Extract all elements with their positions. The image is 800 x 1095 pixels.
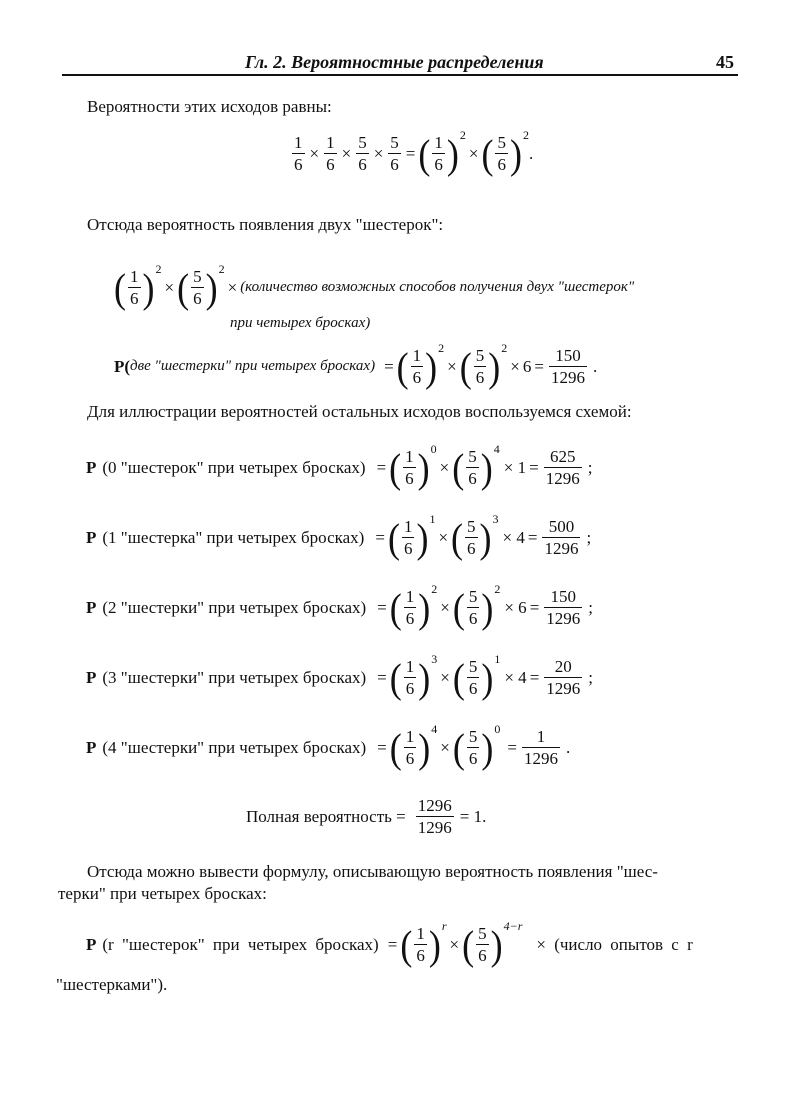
outcome-row: P (0 "шестерок" при четырех бросках) = ( $\frac{1}{6}$ ) 0 × ( $\frac{5}{6}$ ) 4 × 1 = $\frac{625}{1296}$ ; xyxy=(86,442,593,491)
fraction: $\frac{5}{6}$ xyxy=(358,133,367,174)
total-probability: Полная вероятность = $\frac{1296}{1296}$ = 1. xyxy=(246,796,487,837)
formula-intro-line2: терки" при четырех бросках: xyxy=(58,884,267,903)
illustration-intro: Для иллюстрации вероятностей остальных исходов воспользуемся схемой: xyxy=(87,402,632,421)
outcome-row: P (4 "шестерки" при четырех бросках) = ( $\frac{1}{6}$ ) 4 × ( $\frac{5}{6}$ ) 0 = $\frac{1}{1296}$ . xyxy=(86,722,571,771)
powered-fraction: ( $\frac{5}{6}$ ) 2 xyxy=(481,128,529,177)
outcome-row: P (3 "шестерки" при четырех бросках) = ( $\frac{1}{6}$ ) 3 × ( $\frac{5}{6}$ ) 1 × 4 = $\frac{20}{1296}$ ; xyxy=(86,652,594,701)
equation-2: ( $\frac{1}{6}$ ) 2 × ( $\frac{5}{6}$ ) 2 × (количество возможных способов получения двух "шестерок" xyxy=(114,262,635,311)
eq2-text-line1: (количество возможных способов получения двух "шестерок" xyxy=(240,279,635,295)
fraction: $\frac{1}{6}$ xyxy=(294,133,303,174)
equation-1: $\frac{1}{6}$ × $\frac{1}{6}$ × $\frac{5}{6}$ × $\frac{5}{6}$ = ( $\frac{1}{6}$ ) 2 × ( $\frac{5}{6}$ ) 2 . xyxy=(294,128,534,177)
page-number: 45 xyxy=(716,52,734,72)
formula-intro-line1: Отсюда можно вывести формулу, описывающую вероятность появления "шес- xyxy=(87,862,658,881)
powered-fraction: ( $\frac{1}{6}$ ) 2 xyxy=(418,128,466,177)
eq2-text-line2: при четырех бросках) xyxy=(230,315,371,331)
equation-3: P( две "шестерки" при четырех бросках) = ( $\frac{1}{6}$ ) 2 × ( $\frac{5}{6}$ ) 2 × 6 = $\frac{150}{1296}$ . xyxy=(114,341,598,390)
general-formula: P (r "шестерок" при четырех бросках) = ( $\frac{1}{6}$ ) r × ( $\frac{5}{6}$ ) 4−r × (число опытов с r xyxy=(86,919,693,968)
general-formula-line2: "шестерками"). xyxy=(56,975,168,994)
outcome-row: P (1 "шестерка" при четырех бросках) = ( $\frac{1}{6}$ ) 1 × ( $\frac{5}{6}$ ) 3 × 4 = $\frac{500}{1296}$ ; xyxy=(86,512,592,561)
fraction: $\frac{5}{6}$ xyxy=(390,133,399,174)
two-sixes-intro: Отсюда вероятность появления двух "шестерок": xyxy=(87,215,444,234)
chapter-title: Гл. 2. Вероятностные распределения xyxy=(245,52,544,72)
fraction: $\frac{1}{6}$ xyxy=(326,133,335,174)
outcome-row: P (2 "шестерки" при четырех бросках) = ( $\frac{1}{6}$ ) 2 × ( $\frac{5}{6}$ ) 2 × 6 = $\frac{150}{1296}$ ; xyxy=(86,582,594,631)
intro-text: Вероятности этих исходов равны: xyxy=(87,97,332,116)
header-rule xyxy=(62,74,738,76)
